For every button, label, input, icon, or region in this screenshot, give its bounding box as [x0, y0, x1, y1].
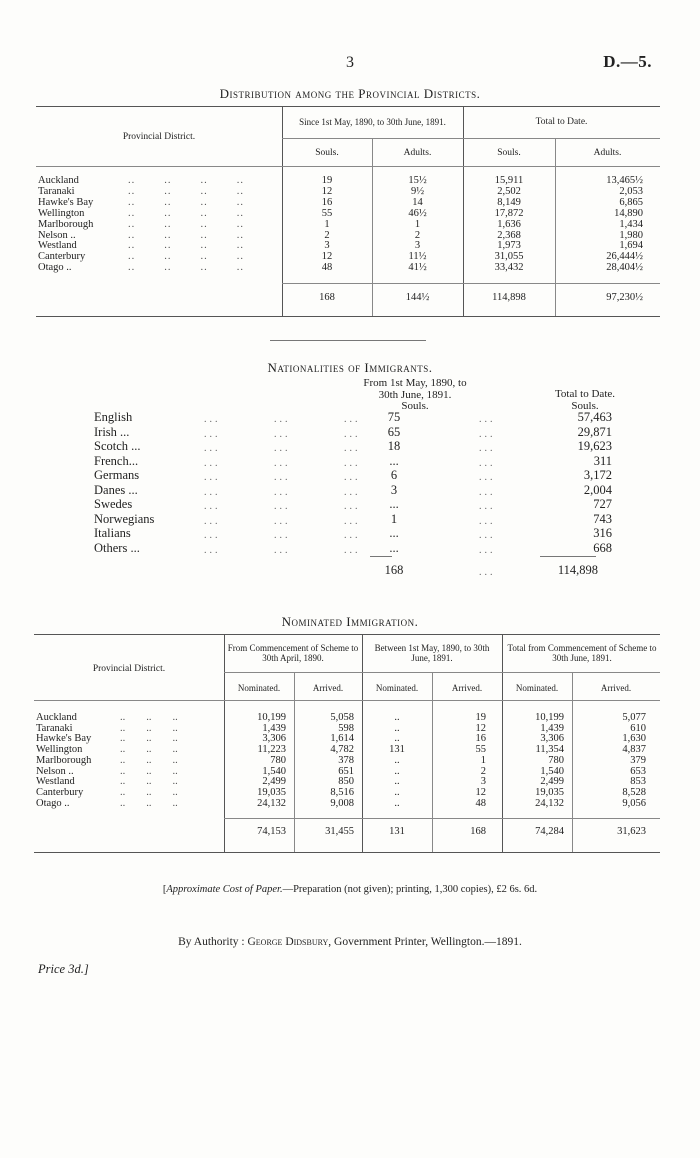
- nationality-total: 29,871: [577, 424, 612, 439]
- c-arrived: 1,630: [622, 733, 646, 745]
- district-name: Otago ..: [36, 797, 70, 809]
- to-date-adults: 26,444½: [606, 251, 643, 263]
- cost-note-text: —Preparation (not given); printing, 1,300 copies), £2 6s. 6d.: [282, 884, 538, 895]
- a-arrived: 9,008: [330, 797, 354, 809]
- document-reference: D.—5.: [603, 52, 652, 71]
- c-arrived: 853: [630, 776, 646, 788]
- leader-dots: .. .. ..: [120, 722, 178, 734]
- to-date-souls: 31,055: [494, 251, 524, 263]
- c-nominated: 11,354: [535, 744, 564, 756]
- col-district-header: Provincial District.: [122, 132, 196, 142]
- nat-total-since: 168: [384, 563, 404, 577]
- nationality-row: [94, 526, 654, 541]
- nationality-total: 316: [593, 526, 612, 540]
- district-name: Westland: [36, 776, 75, 788]
- nationality-since: ...: [389, 497, 399, 511]
- leader-dots: .. .. ..: [120, 744, 178, 756]
- district-name: Auckland: [36, 712, 77, 723]
- nationality-name: Italians: [94, 526, 131, 540]
- leader-dots: ...: [204, 544, 221, 556]
- sub-arrived-header: Arrived.: [312, 683, 344, 693]
- nationality-name: French...: [94, 453, 139, 468]
- c-nominated: 780: [548, 754, 564, 766]
- since-souls: 1: [324, 218, 330, 230]
- leader-dots: .. .. ..: [120, 754, 178, 766]
- price: Price 3d.]: [38, 962, 89, 976]
- nationality-since: ...: [389, 540, 399, 555]
- b-nominated: ..: [394, 722, 400, 734]
- nom-total-c-nominated: 74,284: [535, 826, 564, 837]
- to-date-adults: 2,053: [619, 185, 643, 197]
- col-total-commencement-header: Total from Commencement of Scheme to 30th June, 1891.: [507, 643, 657, 663]
- to-date-souls: 33,432: [494, 262, 524, 274]
- total-since-adults: 144½: [405, 292, 430, 303]
- page-number: 3: [346, 54, 354, 71]
- since-souls: 3: [324, 240, 330, 252]
- nat-total-to-date: 114,898: [557, 563, 598, 577]
- leader-dots: ...: [344, 414, 361, 425]
- c-arrived: 9,056: [622, 797, 646, 809]
- nat-total-header: [530, 389, 640, 412]
- b-arrived: 19: [475, 712, 486, 723]
- leader-dots: .. .. .. ..: [128, 218, 244, 230]
- leader-dots: ...: [344, 544, 361, 556]
- b-nominated: ..: [394, 776, 400, 788]
- col-total-header: Total to Date.: [535, 117, 588, 127]
- nom-total-c-arrived: 31,623: [617, 826, 646, 837]
- nationality-row: [94, 425, 654, 440]
- nationality-row: [94, 468, 654, 483]
- col-from-commencement-header: From Commencement of Scheme to 30th April, 1890.: [227, 643, 359, 663]
- c-nominated: 10,199: [535, 712, 564, 723]
- leader-dots: ...: [274, 515, 291, 527]
- nom-total-b-nominated: 131: [389, 826, 405, 837]
- to-date-souls: 17,872: [494, 207, 524, 219]
- to-date-souls: 1,636: [497, 218, 521, 230]
- district-name: Westland: [38, 240, 77, 252]
- leader-dots: .. .. .. ..: [128, 175, 244, 186]
- district-name: Nelson ..: [38, 229, 76, 241]
- a-arrived: 850: [338, 776, 354, 788]
- col-district-header: Provincial District.: [92, 664, 166, 674]
- leader-dots: ...: [274, 530, 291, 541]
- nat-since-header-line: Souls.: [401, 400, 429, 412]
- sub-adults-header: Adults.: [403, 148, 432, 158]
- district-name: Canterbury: [36, 786, 84, 798]
- nationality-name: Others ...: [94, 540, 140, 555]
- to-date-souls: 1,973: [497, 240, 521, 252]
- district-name: Auckland: [38, 175, 79, 186]
- table-bottom-rule: [36, 316, 660, 317]
- nat-total-rule: [540, 556, 596, 557]
- leader-dots: .. .. .. ..: [128, 240, 244, 252]
- c-arrived: 610: [630, 722, 646, 734]
- nom-total-b-arrived: 168: [470, 826, 486, 837]
- c-nominated: 24,132: [535, 797, 564, 809]
- leader-dots: .. .. ..: [120, 733, 178, 745]
- a-arrived: 1,614: [330, 733, 354, 745]
- district-name: Marlborough: [38, 218, 94, 230]
- a-nominated: 1,439: [262, 722, 286, 734]
- nationality-since: ...: [389, 453, 399, 468]
- since-souls: 12: [321, 251, 333, 263]
- a-nominated: 10,199: [257, 712, 286, 723]
- leader-dots: ...: [344, 428, 361, 440]
- leader-dots: ...: [479, 567, 496, 578]
- leader-dots: ...: [274, 414, 291, 425]
- b-nominated: ..: [394, 712, 400, 723]
- since-souls: 19: [321, 175, 333, 186]
- nat-total-header-line: Souls.: [571, 399, 599, 412]
- leader-dots: ...: [274, 428, 291, 440]
- nationality-name: Irish ...: [94, 424, 130, 439]
- b-arrived: 16: [475, 733, 486, 745]
- to-date-adults: 14,890: [614, 207, 643, 219]
- to-date-adults: 28,404½: [606, 262, 643, 274]
- district-name: Taranaki: [36, 722, 73, 734]
- leader-dots: .. .. ..: [120, 765, 178, 777]
- nom-total-a-nominated: 74,153: [257, 826, 286, 837]
- nationality-total: 311: [593, 453, 612, 468]
- leader-dots: ...: [344, 501, 361, 512]
- nom-total-a-arrived: 31,455: [325, 826, 354, 837]
- leader-dots: .. .. .. ..: [128, 229, 244, 241]
- since-adults: 14: [412, 196, 423, 208]
- a-nominated: 24,132: [257, 797, 286, 809]
- leader-dots: ...: [274, 443, 291, 454]
- to-date-adults: 1,434: [619, 218, 643, 230]
- header-rule: [36, 166, 660, 167]
- total-to-date-adults: 97,230½: [606, 292, 643, 303]
- nationality-since: 18: [387, 439, 401, 453]
- header-rule: [34, 700, 660, 701]
- c-nominated: 3,306: [540, 733, 564, 745]
- leader-dots: ...: [204, 472, 221, 483]
- nationality-since: ...: [389, 526, 399, 540]
- to-date-adults: 6,865: [619, 196, 643, 208]
- a-nominated: 2,499: [262, 776, 286, 788]
- a-nominated: 19,035: [257, 786, 286, 798]
- leader-dots: ...: [344, 515, 361, 527]
- to-date-souls: 2,368: [497, 229, 521, 241]
- a-arrived: 651: [338, 765, 354, 777]
- leader-dots: ...: [274, 486, 291, 498]
- leader-dots: .. .. .. ..: [128, 262, 244, 274]
- b-arrived: 2: [480, 765, 486, 777]
- printer-name: George Didsbury: [247, 936, 329, 948]
- leader-dots: .. .. ..: [120, 712, 178, 723]
- total-rule: [282, 283, 660, 284]
- c-arrived: 5,077: [622, 712, 646, 723]
- nationality-total: 19,623: [577, 439, 612, 453]
- leader-dots: ...: [344, 530, 361, 541]
- since-adults: 2: [414, 229, 421, 241]
- since-souls: 2: [324, 229, 330, 241]
- c-arrived: 653: [630, 765, 646, 777]
- nationality-total: 57,463: [577, 410, 612, 424]
- to-date-souls: 2,502: [497, 185, 521, 197]
- sub-nominated-header: Nominated.: [375, 683, 419, 693]
- nationality-since: 1: [390, 511, 398, 526]
- district-name: Marlborough: [36, 754, 92, 766]
- nationality-row: [94, 483, 654, 498]
- a-arrived: 598: [338, 722, 354, 734]
- nationality-name: English: [94, 410, 133, 424]
- sub-arrived-header: Arrived.: [451, 683, 483, 693]
- leader-dots: ...: [479, 443, 496, 454]
- b-arrived: 48: [475, 797, 486, 809]
- to-date-adults: 1,980: [619, 229, 643, 241]
- table-top-rule: [34, 634, 660, 635]
- since-souls: 12: [321, 185, 333, 197]
- leader-dots: ...: [479, 515, 496, 527]
- nationality-since: 75: [387, 410, 401, 424]
- nationality-row: [94, 439, 654, 454]
- sub-souls-header: Souls.: [315, 148, 339, 158]
- authority-prefix: By Authority :: [178, 936, 248, 948]
- total-rule: [224, 818, 660, 819]
- district-name: Taranaki: [38, 185, 75, 197]
- distribution-title: Distribution among the Provincial Districts.: [219, 86, 481, 101]
- table-bottom-rule: [34, 852, 660, 853]
- nationality-total: 727: [593, 497, 612, 511]
- nationality-name: Danes ...: [94, 482, 138, 497]
- a-arrived: 4,782: [330, 744, 354, 756]
- a-nominated: 780: [270, 754, 286, 766]
- c-nominated: 1,439: [540, 722, 564, 734]
- leader-dots: ...: [204, 501, 221, 512]
- to-date-adults: 1,694: [619, 240, 643, 252]
- cost-note-label: Approximate Cost of Paper.: [166, 884, 283, 895]
- nat-since-header: [340, 378, 490, 413]
- since-adults: 41½: [408, 262, 427, 274]
- a-nominated: 1,540: [262, 765, 286, 777]
- a-arrived: 378: [338, 754, 354, 766]
- nationality-total: 668: [593, 540, 612, 555]
- leader-dots: ...: [204, 486, 221, 498]
- nat-total-rule: [370, 556, 392, 557]
- b-nominated: 131: [389, 744, 405, 756]
- col-since-header: Since 1st May, 1890, to 30th June, 1891.: [299, 117, 446, 127]
- leader-dots: ...: [479, 428, 496, 440]
- b-arrived: 12: [475, 786, 486, 798]
- nationality-since: 3: [390, 482, 398, 497]
- since-adults: 1: [414, 218, 421, 230]
- district-name: Nelson ..: [36, 765, 74, 777]
- a-nominated: 11,223: [257, 744, 286, 756]
- b-arrived: 12: [475, 722, 486, 734]
- nationality-row: [94, 541, 654, 556]
- b-nominated: ..: [394, 786, 400, 798]
- header-rule: [282, 138, 660, 139]
- since-souls: 16: [321, 196, 333, 208]
- section-separator: [270, 340, 426, 341]
- a-arrived: 5,058: [330, 712, 354, 723]
- nationalities-title: Nationalities of Immigrants.: [267, 360, 433, 375]
- leader-dots: ...: [274, 544, 291, 556]
- sub-arrived-header: Arrived.: [600, 683, 632, 693]
- authority-suffix: , Government Printer, Wellington.—1891.: [328, 936, 522, 948]
- leader-dots: ...: [344, 472, 361, 483]
- sub-nominated-header: Nominated.: [237, 683, 281, 693]
- leader-dots: .. .. ..: [120, 786, 178, 798]
- b-arrived: 1: [480, 754, 486, 766]
- b-nominated: ..: [394, 754, 400, 766]
- district-name: Hawke's Bay: [36, 733, 92, 745]
- leader-dots: .. .. .. ..: [128, 196, 244, 208]
- district-name: Wellington: [38, 207, 85, 219]
- since-souls: 48: [321, 262, 333, 274]
- since-adults: 9½: [410, 185, 425, 197]
- nationality-name: Scotch ...: [94, 439, 141, 453]
- c-arrived: 4,837: [622, 744, 646, 756]
- nat-since-header-line: From 1st May, 1890, to: [363, 377, 467, 389]
- leader-dots: ...: [479, 486, 496, 498]
- nat-since-header-line: 30th June, 1891.: [378, 388, 452, 401]
- leader-dots: ...: [204, 443, 221, 454]
- leader-dots: .. .. ..: [120, 776, 178, 788]
- leader-dots: ...: [479, 530, 496, 541]
- b-nominated: ..: [394, 797, 400, 809]
- leader-dots: ...: [204, 428, 221, 440]
- leader-dots: ...: [274, 472, 291, 483]
- leader-dots: ...: [204, 457, 221, 469]
- nationality-row: [94, 512, 654, 527]
- c-nominated: 1,540: [540, 765, 564, 777]
- c-nominated: 19,035: [535, 786, 564, 798]
- c-nominated: 2,499: [540, 776, 564, 788]
- sub-nominated-header: Nominated.: [515, 683, 559, 693]
- col-between-header: Between 1st May, 1890, to 30th June, 1891.: [374, 643, 490, 663]
- leader-dots: ...: [479, 457, 496, 469]
- nationality-since: 6: [390, 468, 398, 482]
- to-date-adults: 13,465½: [606, 175, 643, 186]
- nationality-row: [94, 410, 654, 425]
- table-top-rule: [36, 106, 660, 107]
- authority-line: [0, 936, 700, 948]
- leader-dots: .. .. ..: [120, 797, 178, 809]
- leader-dots: ...: [204, 530, 221, 541]
- district-name: Canterbury: [38, 251, 86, 263]
- since-adults: 15½: [408, 175, 427, 186]
- leader-dots: ...: [204, 414, 221, 425]
- nationality-since: 65: [387, 424, 401, 439]
- nominated-title: Nominated Immigration.: [281, 614, 419, 629]
- b-arrived: 55: [475, 744, 486, 756]
- leader-dots: ...: [204, 515, 221, 527]
- header-rule: [224, 672, 660, 673]
- leader-dots: .. .. .. ..: [128, 251, 244, 263]
- since-adults: 46½: [408, 207, 427, 219]
- sub-souls-header: Souls.: [497, 148, 521, 158]
- since-souls: 55: [321, 207, 333, 219]
- sub-adults-header: Adults.: [593, 148, 622, 158]
- leader-dots: ...: [344, 486, 361, 498]
- leader-dots: ...: [344, 443, 361, 454]
- c-arrived: 8,528: [622, 786, 646, 798]
- cost-note: [Approximate Cost of Paper.—Preparation (not given); printing, 1,300 copies), £2 6s. 6d.: [162, 884, 538, 895]
- total-to-date-souls: 114,898: [492, 292, 526, 303]
- nationality-total: 743: [593, 511, 612, 526]
- since-adults: 3: [414, 240, 421, 252]
- c-arrived: 379: [630, 754, 646, 766]
- b-nominated: ..: [394, 765, 400, 777]
- leader-dots: ...: [479, 414, 496, 425]
- district-name: Otago ..: [38, 262, 72, 274]
- nationality-row: [94, 497, 654, 512]
- leader-dots: .. .. .. ..: [128, 185, 244, 197]
- nationality-row: [94, 454, 654, 469]
- nat-total-header-line: Total to Date.: [554, 388, 616, 400]
- nationality-name: Germans: [94, 468, 140, 482]
- leader-dots: ...: [479, 472, 496, 483]
- b-arrived: 3: [480, 776, 486, 788]
- to-date-souls: 8,149: [497, 196, 521, 208]
- a-nominated: 3,306: [262, 733, 286, 745]
- nationality-total: 2,004: [583, 482, 612, 497]
- leader-dots: ...: [344, 457, 361, 469]
- district-name: Hawke's Bay: [38, 196, 94, 208]
- nationality-name: Norwegians: [94, 511, 155, 526]
- leader-dots: ...: [479, 544, 496, 556]
- since-adults: 11½: [408, 251, 427, 263]
- nationality-total: 3,172: [583, 468, 612, 482]
- to-date-souls: 15,911: [494, 175, 524, 186]
- a-arrived: 8,516: [330, 786, 354, 798]
- leader-dots: ...: [274, 457, 291, 469]
- leader-dots: ...: [274, 501, 291, 512]
- leader-dots: ...: [479, 501, 496, 512]
- leader-dots: .. .. .. ..: [128, 207, 244, 219]
- b-nominated: ..: [394, 733, 400, 745]
- total-since-souls: 168: [319, 292, 335, 303]
- district-name: Wellington: [36, 744, 83, 756]
- nationality-name: Swedes: [94, 497, 133, 511]
